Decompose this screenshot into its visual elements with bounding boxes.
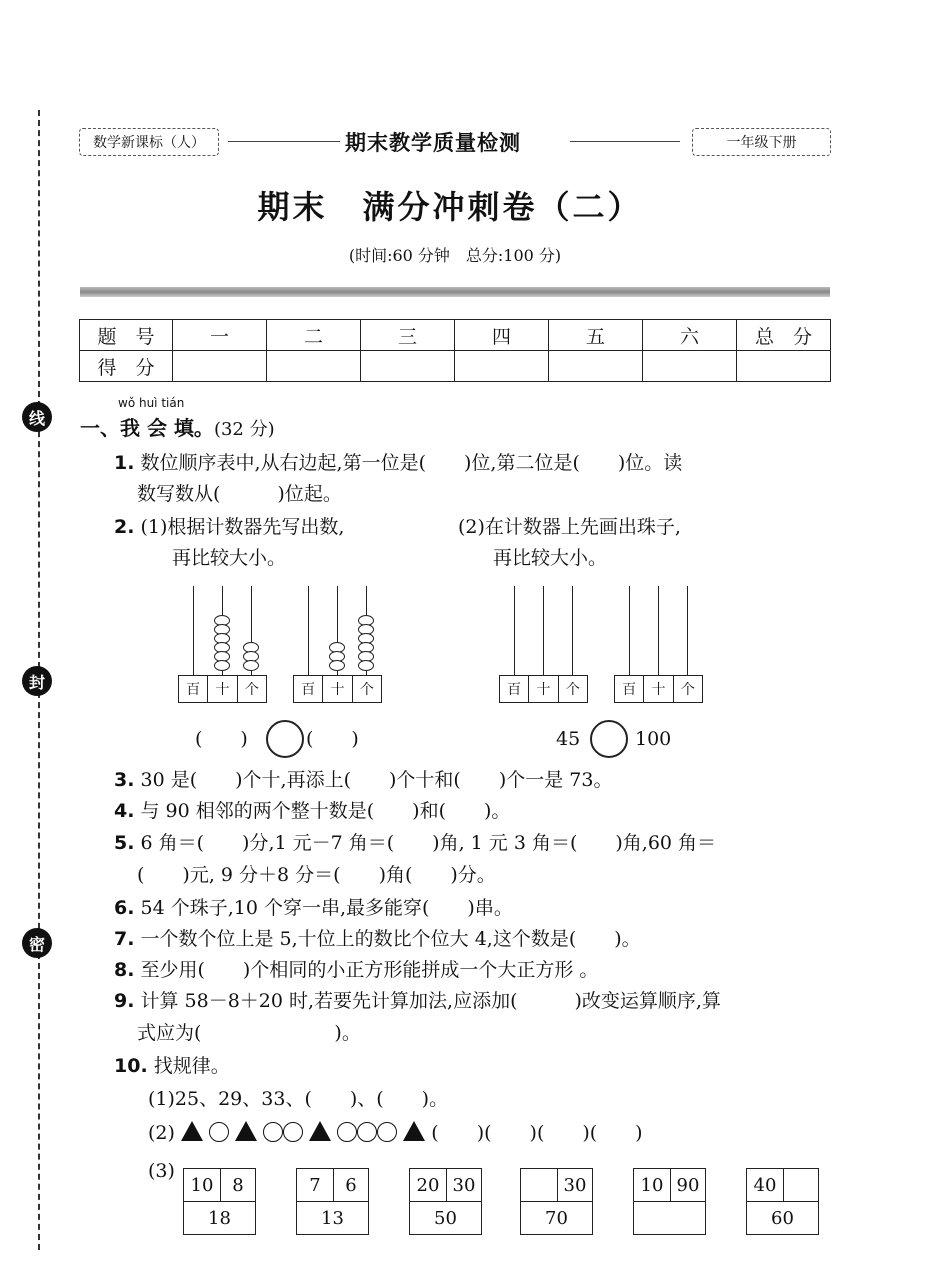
score-cell: 一 [173,320,267,351]
header-line-left [228,141,340,142]
abacus-bead [358,660,374,671]
question-text: 一个数个位上是 5,十位上的数比个位大 4,这个数是( )。 [140,928,641,950]
box-addend: 30 [558,1169,593,1202]
subject-tag: 数学新课标（人） [79,128,219,156]
score-cell: 三 [361,320,455,351]
header-line-right [570,141,680,142]
answer-blanks[interactable]: ( )( )( )( ) [431,1122,643,1144]
question-text: 54 个珠子,10 个穿一串,最多能穿( )串。 [140,897,513,919]
abacus-rod [514,586,515,676]
box-addend: 6 [334,1169,369,1202]
circle-icon [357,1122,377,1142]
place-label: 百 [301,682,316,698]
circle-icon [337,1122,357,1142]
page-subtitle: (时间:60 分钟 总分:100 分) [348,246,562,265]
box-addend: 7 [297,1169,334,1202]
question-number: 6. [114,897,135,919]
abacus-rod [572,586,573,676]
abacus-rod [658,586,659,676]
question-2a-line2: 再比较大小。 [172,547,287,569]
score-input-cell[interactable] [737,351,831,382]
compare-number-left: 45 [556,728,581,750]
box-addend: 10 [634,1169,671,1202]
score-table [79,319,831,382]
score-input-cell[interactable] [455,351,549,382]
question-1 [114,449,682,477]
question-7 [114,925,641,953]
brand-title: 期末教学质量检测 [345,131,521,155]
divider-bar [80,287,830,297]
question-6 [114,894,513,922]
section-label: 一、我 会 填。 [80,416,214,440]
grade-tag: 一年级下册 [692,128,831,156]
section-heading [80,412,275,441]
abacus-rod [193,586,194,676]
place-label: 个 [237,676,266,702]
box-addend: 40 [747,1169,784,1202]
answer-blank[interactable]: ( ) [195,728,248,750]
box-blank[interactable] [634,1202,706,1235]
pattern-box [746,1168,819,1235]
question-8 [114,956,598,984]
score-header-row [80,320,831,351]
triangle-icon [403,1121,425,1141]
binding-char-feng: 封 [22,666,52,696]
question-10 [114,1052,230,1080]
place-label: 个 [352,676,381,702]
pattern-box [520,1168,593,1235]
page-title: 期末 满分冲刺卷（二） [257,188,643,226]
abacus-place-labels [614,675,703,703]
score-cell: 六 [643,320,737,351]
score-input-cell[interactable] [267,351,361,382]
box-blank[interactable] [784,1169,819,1202]
place-label: 百 [507,682,522,698]
compare-circle[interactable] [590,720,628,758]
score-cell: 四 [455,320,549,351]
score-cell: 得 分 [80,351,173,382]
abacus-rod [687,586,688,676]
box-addend: 30 [447,1169,482,1202]
question-number: 3. [114,769,135,791]
question-10-part3-label: (3) [148,1160,175,1182]
score-cell: 五 [549,320,643,351]
place-label: 百 [186,682,201,698]
compare-number-right: 100 [635,728,672,750]
abacus-place-labels [178,675,267,703]
score-input-cell[interactable] [173,351,267,382]
question-number: 1. [114,452,135,474]
question-3 [114,766,612,794]
circle-icon [209,1122,229,1142]
pattern-box [409,1168,482,1235]
pattern-box [296,1168,369,1235]
place-label: 个 [673,676,702,702]
box-addend: 20 [410,1169,447,1202]
score-input-cell[interactable] [361,351,455,382]
abacus-bead [214,660,230,671]
score-cell: 二 [267,320,361,351]
question-4 [114,797,510,825]
binding-char-mi: 密 [22,928,52,958]
box-sum: 13 [297,1202,369,1235]
score-cell: 总 分 [737,320,831,351]
part-label: (2) [148,1122,175,1144]
score-value-row [80,351,831,382]
question-text: 数位顺序表中,从右边起,第一位是( )位,第二位是( )位。读 [140,452,683,474]
place-label: 十 [643,676,672,702]
abacus-rod [629,586,630,676]
score-cell: 题 号 [80,320,173,351]
question-text: 6 角＝( )分,1 元－7 角＝( )角, 1 元 3 角＝( )角,60 角＝ [140,832,717,854]
question-5-line2: ( )元, 9 分＋8 分＝( )角( )分。 [137,864,496,886]
question-5 [114,829,716,857]
triangle-icon [309,1121,331,1141]
answer-blank[interactable]: ( ) [306,728,359,750]
abacus-bead [329,660,345,671]
section-points: (32 分) [213,419,275,440]
compare-circle[interactable] [266,720,304,758]
abacus-rod [543,586,544,676]
score-input-cell[interactable] [549,351,643,382]
question-text: (1)根据计数器先写出数, [140,516,345,538]
binding-char-xian: 线 [22,402,52,432]
circle-icon [263,1122,283,1142]
place-label: 十 [322,676,351,702]
abacus-place-labels [499,675,588,703]
score-input-cell[interactable] [643,351,737,382]
triangle-icon [235,1121,257,1141]
question-number: 2. [114,516,135,538]
triangle-icon [181,1121,203,1141]
box-sum: 70 [521,1202,593,1235]
question-number: 4. [114,800,135,822]
box-addend: 8 [221,1169,256,1202]
question-text: 至少用( )个相同的小正方形能拼成一个大正方形 。 [140,959,599,981]
box-addend: 10 [184,1169,221,1202]
abacus-place-labels [293,675,382,703]
box-sum: 50 [410,1202,482,1235]
abacus-rod [308,586,309,676]
place-label: 十 [207,676,236,702]
box-sum: 18 [184,1202,256,1235]
circle-icon [283,1122,303,1142]
question-text: 计算 58－8＋20 时,若要先计算加法,应添加( )改变运算顺序,算 [140,990,721,1012]
circle-icon [377,1122,397,1142]
question-number: 9. [114,990,135,1012]
box-blank[interactable] [521,1169,558,1202]
pattern-box [633,1168,706,1235]
question-text: 找规律。 [153,1055,230,1077]
question-number: 10. [114,1055,148,1077]
box-sum: 60 [747,1202,819,1235]
pattern-box [183,1168,256,1235]
place-label: 百 [622,682,637,698]
place-label: 个 [558,676,587,702]
place-label: 十 [528,676,557,702]
section-pinyin: wǒ huì tián [118,396,185,410]
question-number: 8. [114,959,135,981]
question-text: 与 90 相邻的两个整十数是( )和( )。 [140,800,511,822]
question-2b-line2: 再比较大小。 [493,547,608,569]
question-10-part2 [148,1119,643,1147]
question-text: 30 是( )个十,再添上( )个十和( )个一是 73。 [140,769,613,791]
question-9-line2: 式应为( )。 [137,1022,361,1044]
box-addend: 90 [671,1169,706,1202]
question-2 [114,513,344,541]
question-1-line2: 数写数从( )位起。 [137,483,342,505]
question-number: 5. [114,832,135,854]
question-10-part1: (1)25、29、33、( )、( )。 [148,1088,449,1110]
question-number: 7. [114,928,135,950]
question-2b: (2)在计数器上先画出珠子, [458,516,681,538]
abacus-bead [243,660,259,671]
question-9 [114,987,721,1015]
